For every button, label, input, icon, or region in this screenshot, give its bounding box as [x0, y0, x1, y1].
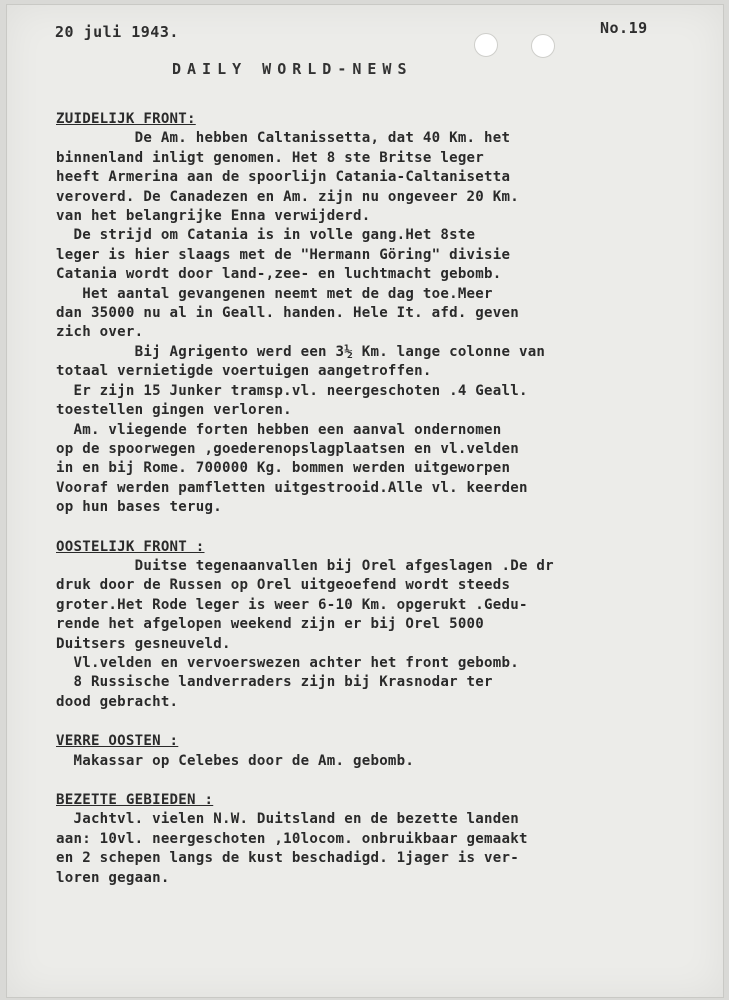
- text-line: druk door de Russen op Orel uitgeoefend wordt steeds: [56, 577, 511, 594]
- text-line: dood gebracht.: [56, 693, 179, 710]
- section-heading: BEZETTE GEBIEDEN :: [56, 792, 214, 808]
- text-line: Vl.velden en vervoerswezen achter het front gebomb.: [56, 654, 519, 671]
- text-line: Het aantal gevangenen neemt met de dag toe.Meer: [56, 285, 493, 302]
- text-line: Am. vliegende forten hebben een aanval ondernomen: [56, 421, 502, 438]
- text-line: Duitse tegenaanvallen bij Orel afgeslagen .De dr: [56, 557, 554, 574]
- text-line: op hun bases terug.: [56, 499, 222, 516]
- text-line: veroverd. De Canadezen en Am. zijn nu ongeveer 20 Km.: [56, 188, 519, 205]
- section-zuidelijk-front: [56, 110, 706, 518]
- text-line: Jachtvl. vielen N.W. Duitsland en de bezette landen: [56, 811, 519, 828]
- document-date: 20 juli 1943.: [55, 23, 179, 41]
- text-line: dan 35000 nu al in Geall. handen. Hele It. afd. geven: [56, 305, 519, 322]
- document-body: [56, 110, 706, 888]
- document-title: DAILY WORLD-NEWS: [172, 60, 413, 78]
- text-line: rende het afgelopen weekend zijn er bij Orel 5000: [56, 616, 485, 633]
- text-line: 8 Russische landverraders zijn bij Krasnodar ter: [56, 674, 493, 691]
- text-line: groter.Het Rode leger is weer 6-10 Km. opgerukt .Gedu-: [56, 596, 528, 613]
- section-oostelijk-front: [56, 538, 706, 713]
- text-line: leger is hier slaags met de "Hermann Göring" divisie: [56, 246, 511, 263]
- punch-hole-left: [474, 33, 498, 57]
- section-heading: VERRE OOSTEN :: [56, 733, 179, 750]
- text-line: Vooraf werden pamfletten uitgestrooid.Alle vl. keerden: [56, 479, 528, 496]
- text-line: De strijd om Catania is in volle gang.Het 8ste: [56, 227, 476, 244]
- text-line: Bij Agrigento werd een 3½ Km. lange colonne van: [56, 343, 546, 360]
- section-bezette-gebieden: [56, 791, 706, 888]
- punch-hole-right: [531, 34, 555, 58]
- document-number: No.19: [600, 19, 648, 37]
- text-line: heeft Armerina aan de spoorlijn Catania-Caltanisetta: [56, 169, 511, 186]
- text-line: Er zijn 15 Junker tramsp.vl. neergeschoten .4 Geall.: [56, 382, 528, 399]
- text-line: Duitsers gesneuveld.: [56, 635, 231, 652]
- text-line: van het belangrijke Enna verwijderd.: [56, 208, 371, 225]
- text-line: zich over.: [56, 324, 144, 341]
- text-line: binnenland inligt genomen. Het 8 ste Britse leger: [56, 149, 485, 166]
- text-line: toestellen gingen verloren.: [56, 402, 292, 419]
- section-heading: OOSTELIJK FRONT :: [56, 538, 205, 555]
- text-line: in en bij Rome. 700000 Kg. bommen werden uitgeworpen: [56, 460, 511, 477]
- section-heading: ZUIDELIJK FRONT:: [56, 111, 196, 127]
- section-verre-oosten: [56, 732, 706, 771]
- text-line: Catania wordt door land-,zee- en luchtmacht gebomb.: [56, 266, 502, 283]
- text-line: totaal vernietigde voertuigen aangetroffen.: [56, 363, 432, 380]
- text-line: en 2 schepen langs de kust beschadigd. 1jager is ver-: [56, 850, 519, 867]
- text-line: aan: 10vl. neergeschoten ,10locom. onbruikbaar gemaakt: [56, 830, 528, 847]
- text-line: op de spoorwegen ,goederenopslagplaatsen en vl.velden: [56, 440, 519, 457]
- text-line: De Am. hebben Caltanissetta, dat 40 Km. het: [56, 130, 511, 147]
- text-line: loren gegaan.: [56, 869, 170, 886]
- text-line: Makassar op Celebes door de Am. gebomb.: [56, 752, 415, 769]
